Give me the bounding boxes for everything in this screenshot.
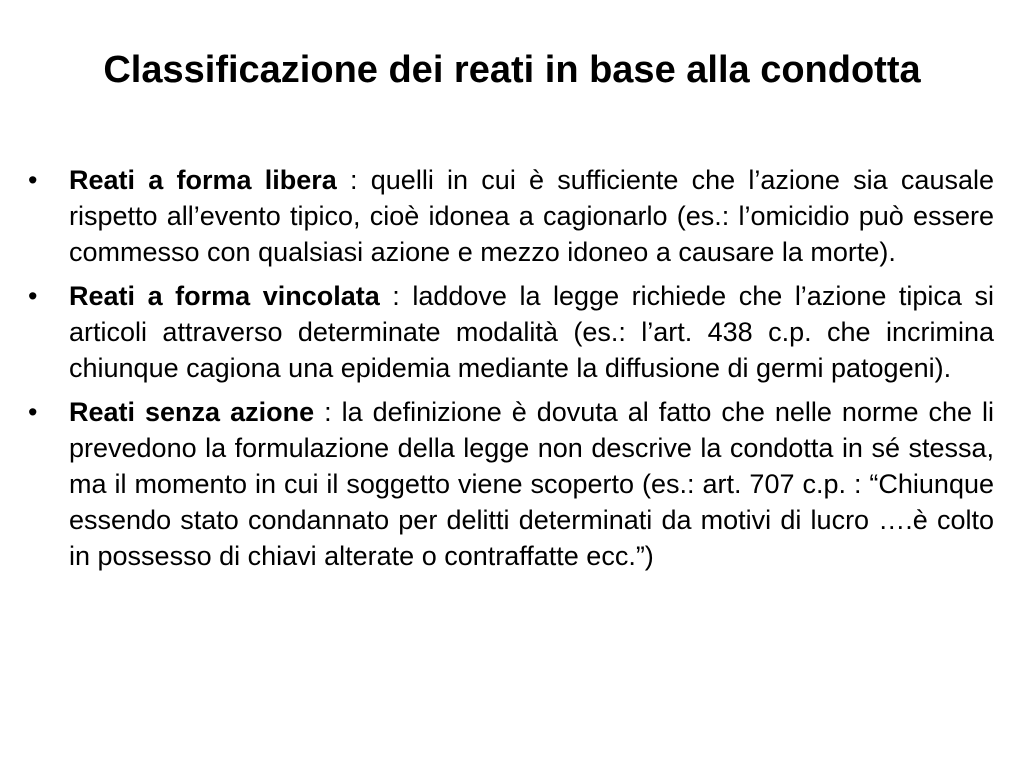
bullet-marker: • — [28, 397, 38, 427]
bullet-term: Reati a forma vincolata — [69, 281, 380, 311]
bullet-list — [28, 162, 994, 582]
bullet-text: : quelli in cui è sufficiente che l’azione sia causale rispetto all’evento tipico, cioè idonea a cagionarlo (es.: l’omicidio può essere commesso con qualsiasi azione e mezzo idoneo a causare la morte). — [69, 165, 994, 267]
slide-title: Classificazione dei reati in base alla condotta — [103, 49, 921, 91]
bullet-marker: • — [28, 165, 38, 195]
bullet-text: : laddove la legge richiede che l’azione tipica si articoli attraverso determinate modalità (es.: l’art. 438 c.p. che incrimina chiunque cagiona una epidemia mediante la diffusione di germi patogeni). — [69, 281, 994, 383]
bullet-item-forma-libera — [28, 162, 994, 270]
bullet-text: : la definizione è dovuta al fatto che nelle norme che li prevedono la formulazione della legge non descrive la condotta in sé stessa, ma il momento in cui il soggetto viene scoperto (es.: art. 707 c.p. : “Chiunque essendo stato condannato per delitti determinati da motivi di lucro ….è colto in possesso di chiavi alterate o contraffatte ecc.”) — [69, 397, 994, 571]
bullet-item-senza-azione — [28, 394, 994, 574]
bullet-term: Reati senza azione — [69, 397, 315, 427]
bullet-item-forma-vincolata — [28, 278, 994, 386]
bullet-term: Reati a forma libera — [69, 165, 337, 195]
bullet-marker: • — [28, 281, 38, 311]
